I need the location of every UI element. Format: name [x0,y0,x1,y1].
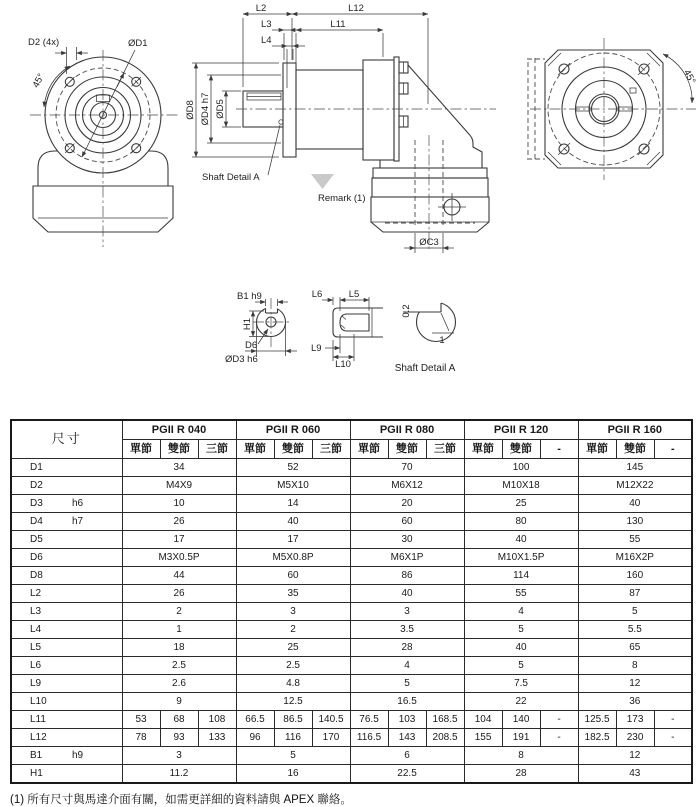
value-cell: 40 [350,585,464,603]
value-cell: 5 [350,675,464,693]
stage-header: - [654,440,692,459]
value-cell: 28 [464,765,578,784]
side-c3-label: ØC3 [419,237,439,248]
value-cell: M5X0.8P [236,549,350,567]
dim-tolerance: h7 [72,516,84,527]
value-cell: 100 [464,459,578,477]
rear-angle-label: 45° [680,67,698,86]
value-cell: 40 [578,495,692,513]
value-cell: 76.5 [350,711,388,729]
dim-name: D6 [30,552,43,563]
value-cell: 2.5 [236,657,350,675]
table-row-l2 [11,585,692,603]
table-row-l9 [11,675,692,693]
side-ring-section [363,60,394,160]
side-d8-label: ØD8 [185,100,196,120]
value-cell: 30 [350,531,464,549]
value-cell: 55 [464,585,578,603]
value-cell: 3 [236,603,350,621]
value-cell: 68 [160,711,198,729]
model-header-160: PGII R 160 [578,420,692,440]
value-cell: 108 [198,711,236,729]
dim-name: D2 [30,480,43,491]
table-header-row-models [11,420,692,440]
dim-tolerance: h6 [72,498,84,509]
value-cell: - [540,711,578,729]
value-cell: 26 [122,585,236,603]
value-cell: 17 [236,531,350,549]
value-cell: 143 [388,729,426,747]
value-cell: 3.5 [350,621,464,639]
stage-header: 三節 [312,440,350,459]
model-header-080: PGII R 080 [350,420,464,440]
side-l4-label: L4 [261,35,272,46]
stage-header: 單節 [350,440,388,459]
remark-triangle [311,174,334,189]
value-cell: 36 [578,693,692,711]
value-cell: 230 [616,729,654,747]
value-cell: M6X12 [350,477,464,495]
value-cell: M6X1P [350,549,464,567]
value-cell: 78 [122,729,160,747]
row-label-l5 [11,639,122,657]
value-cell: 28 [350,639,464,657]
table-row-l11 [11,711,692,729]
value-cell: 208.5 [426,729,464,747]
value-cell: 116.5 [350,729,388,747]
value-cell: 114 [464,567,578,585]
value-cell: 2 [122,603,236,621]
model-header-040: PGII R 040 [122,420,236,440]
value-cell: 10 [122,495,236,513]
value-cell: 14 [236,495,350,513]
value-cell: 5 [236,747,350,765]
b1-label: B1 h9 [237,291,262,302]
value-cell: 103 [388,711,426,729]
keyway-slot [340,314,369,331]
value-cell: 87 [578,585,692,603]
l5-label: L5 [348,289,360,300]
row-label-l2 [11,585,122,603]
value-cell: 140.5 [312,711,350,729]
value-cell: 2.6 [122,675,236,693]
row-label-d5 [11,531,122,549]
value-cell: 12.5 [236,693,350,711]
row-label-l9 [11,675,122,693]
dim-name: D1 [30,462,43,473]
stage-header: 雙節 [502,440,540,459]
value-cell: 52 [236,459,350,477]
value-cell: 5 [578,603,692,621]
dim-name: D4 [30,516,43,527]
value-cell: 66.5 [236,711,274,729]
value-cell: 86 [350,567,464,585]
value-cell: 96 [236,729,274,747]
value-cell: 125.5 [578,711,616,729]
value-cell: 4.8 [236,675,350,693]
value-cell: 133 [198,729,236,747]
value-cell: 60 [350,513,464,531]
value-cell: 55 [578,531,692,549]
dim-name: L2 [30,588,42,599]
footnote: (1) 所有尺寸與馬達介面有關，如需更詳細的資料請與 APEX 聯絡。 [10,794,352,806]
dim-name: L5 [30,642,42,653]
value-cell: 7.5 [464,675,578,693]
value-cell: 35 [236,585,350,603]
side-adapter-profile [408,65,482,168]
side-view [185,3,496,253]
value-cell: M4X9 [122,477,236,495]
value-cell: 40 [236,513,350,531]
stage-header: 三節 [426,440,464,459]
side-l3-label: L3 [261,19,272,30]
value-cell: 65 [578,639,692,657]
d6-label: D6 [245,340,258,351]
table-row-l3 [11,603,692,621]
value-cell: M10X1.5P [464,549,578,567]
stage-header: 雙節 [388,440,426,459]
dim-name: H1 [30,768,43,779]
value-cell: M3X0.5P [122,549,236,567]
side-adapter-bolts [399,62,408,127]
stage-header: 三節 [198,440,236,459]
value-cell: 116 [274,729,312,747]
value-cell: 155 [464,729,502,747]
keyway-detail [311,289,383,370]
dim-name: L6 [30,660,42,671]
rear-view [527,38,698,180]
side-l2-label: L2 [255,3,267,14]
shaft-detail-a [395,296,456,374]
dim-name: D3 [30,498,43,509]
side-d4-label: ØD4 h7 [200,92,211,126]
table-row-d8 [11,567,692,585]
h1-label: H1 [242,317,253,331]
value-cell: 170 [312,729,350,747]
row-label-l12 [11,729,122,747]
stage-header: 單節 [122,440,160,459]
value-cell: 80 [464,513,578,531]
detail-a-one-label: 1 [439,335,445,346]
value-cell: 191 [502,729,540,747]
value-cell: 40 [464,639,578,657]
value-cell: 2.5 [122,657,236,675]
value-cell: 25 [236,639,350,657]
value-cell: 86.5 [274,711,312,729]
value-cell: 11.2 [122,765,236,784]
side-shaft-detail-label: Shaft Detail A [202,172,260,183]
value-cell: 16 [236,765,350,784]
value-cell: M12X22 [578,477,692,495]
table-row-h1 [11,765,692,784]
detail-a-tol-label: 0.2 [401,304,412,318]
dim-name: L9 [30,678,42,689]
value-cell: 168.5 [426,711,464,729]
value-cell: 12 [578,675,692,693]
table-row-d6 [11,549,692,567]
row-label-d2 [11,477,122,495]
value-cell: 160 [578,567,692,585]
value-cell: 5 [464,621,578,639]
dim-name: B1 [30,750,43,761]
value-cell: 130 [578,513,692,531]
front-d1-label: ØD1 [128,38,148,49]
stage-header: 雙節 [616,440,654,459]
value-cell: M16X2P [578,549,692,567]
row-label-d3 [11,495,122,513]
value-cell: 60 [236,567,350,585]
value-cell: 4 [350,657,464,675]
stage-header: 單節 [464,440,502,459]
dim-name: L10 [30,696,47,707]
row-label-l3 [11,603,122,621]
value-cell: 22.5 [350,765,464,784]
value-cell: 5.5 [578,621,692,639]
value-cell: 4 [464,603,578,621]
row-label-d8 [11,567,122,585]
table-row-d5 [11,531,692,549]
side-remark-label: Remark (1) [318,193,366,204]
d3-label: ØD3 h6 [225,354,258,365]
model-header-060: PGII R 060 [236,420,350,440]
front-angle-label: 45° [30,71,48,90]
value-cell: 40 [464,531,578,549]
detail-a-caption: Shaft Detail A [394,363,456,374]
front-view [28,37,178,247]
dim-name: L11 [30,714,46,725]
value-cell: 26 [122,513,236,531]
table-row-l4 [11,621,692,639]
value-cell: - [540,729,578,747]
stage-header: 雙節 [274,440,312,459]
side-lower-housing [371,140,489,232]
value-cell: 104 [464,711,502,729]
side-l11-label: L11 [330,19,346,30]
side-l12-label: L12 [348,3,364,14]
value-cell: 18 [122,639,236,657]
value-cell: 70 [350,459,464,477]
row-label-l11 [11,711,122,729]
row-label-l6 [11,657,122,675]
value-cell: 2 [236,621,350,639]
front-d2-label: D2 (4x) [28,37,60,48]
value-cell: 145 [578,459,692,477]
value-cell: 1 [122,621,236,639]
value-cell: M5X10 [236,477,350,495]
value-cell: 93 [160,729,198,747]
dim-name: L3 [30,606,42,617]
value-cell: 44 [122,567,236,585]
value-cell: 182.5 [578,729,616,747]
side-d5-label: ØD5 [215,99,226,119]
value-cell: 8 [578,657,692,675]
row-label-h1 [11,765,122,784]
table-row-d2 [11,477,692,495]
value-cell: 8 [464,747,578,765]
value-cell: - [654,711,692,729]
value-cell: 20 [350,495,464,513]
row-label-b1 [11,747,122,765]
value-cell: - [654,729,692,747]
value-cell: 9 [122,693,236,711]
stage-header: 雙節 [160,440,198,459]
value-cell: 6 [350,747,464,765]
shaft-cross-section [225,291,297,365]
value-cell: M10X18 [464,477,578,495]
value-cell: 3 [350,603,464,621]
value-cell: 5 [464,657,578,675]
value-cell: 34 [122,459,236,477]
value-cell: 17 [122,531,236,549]
side-gear-body [296,70,363,149]
value-cell: 173 [616,711,654,729]
table-row-d4 [11,513,692,531]
table-row-l5 [11,639,692,657]
l10-label: L10 [335,359,351,370]
value-cell: 22 [464,693,578,711]
stage-header: - [540,440,578,459]
row-label-d4 [11,513,122,531]
table-row-d1 [11,459,692,477]
table-row-l12 [11,729,692,747]
dim-name: L4 [30,624,42,635]
value-cell: 43 [578,765,692,784]
value-cell: 140 [502,711,540,729]
model-header-120: PGII R 120 [464,420,578,440]
dimension-table [10,419,693,784]
dim-name: D5 [30,534,43,545]
dim-header: 尺寸 [11,420,122,459]
row-label-d1 [11,459,122,477]
stage-header: 單節 [578,440,616,459]
value-cell: 3 [122,747,236,765]
value-cell: 53 [122,711,160,729]
l6-label: L6 [311,289,323,300]
value-cell: 25 [464,495,578,513]
side-output-flange [283,63,296,157]
table-row-b1 [11,747,692,765]
l9-label: L9 [311,343,322,354]
row-label-l10 [11,693,122,711]
dim-tolerance: h9 [72,750,84,761]
value-cell: 12 [578,747,692,765]
table-row-d3 [11,495,692,513]
row-label-d6 [11,549,122,567]
dim-name: D8 [30,570,43,581]
table-row-l10 [11,693,692,711]
stage-header: 單節 [236,440,274,459]
value-cell: 16.5 [350,693,464,711]
dim-name: L12 [30,732,47,743]
row-label-l4 [11,621,122,639]
table-row-l6 [11,657,692,675]
